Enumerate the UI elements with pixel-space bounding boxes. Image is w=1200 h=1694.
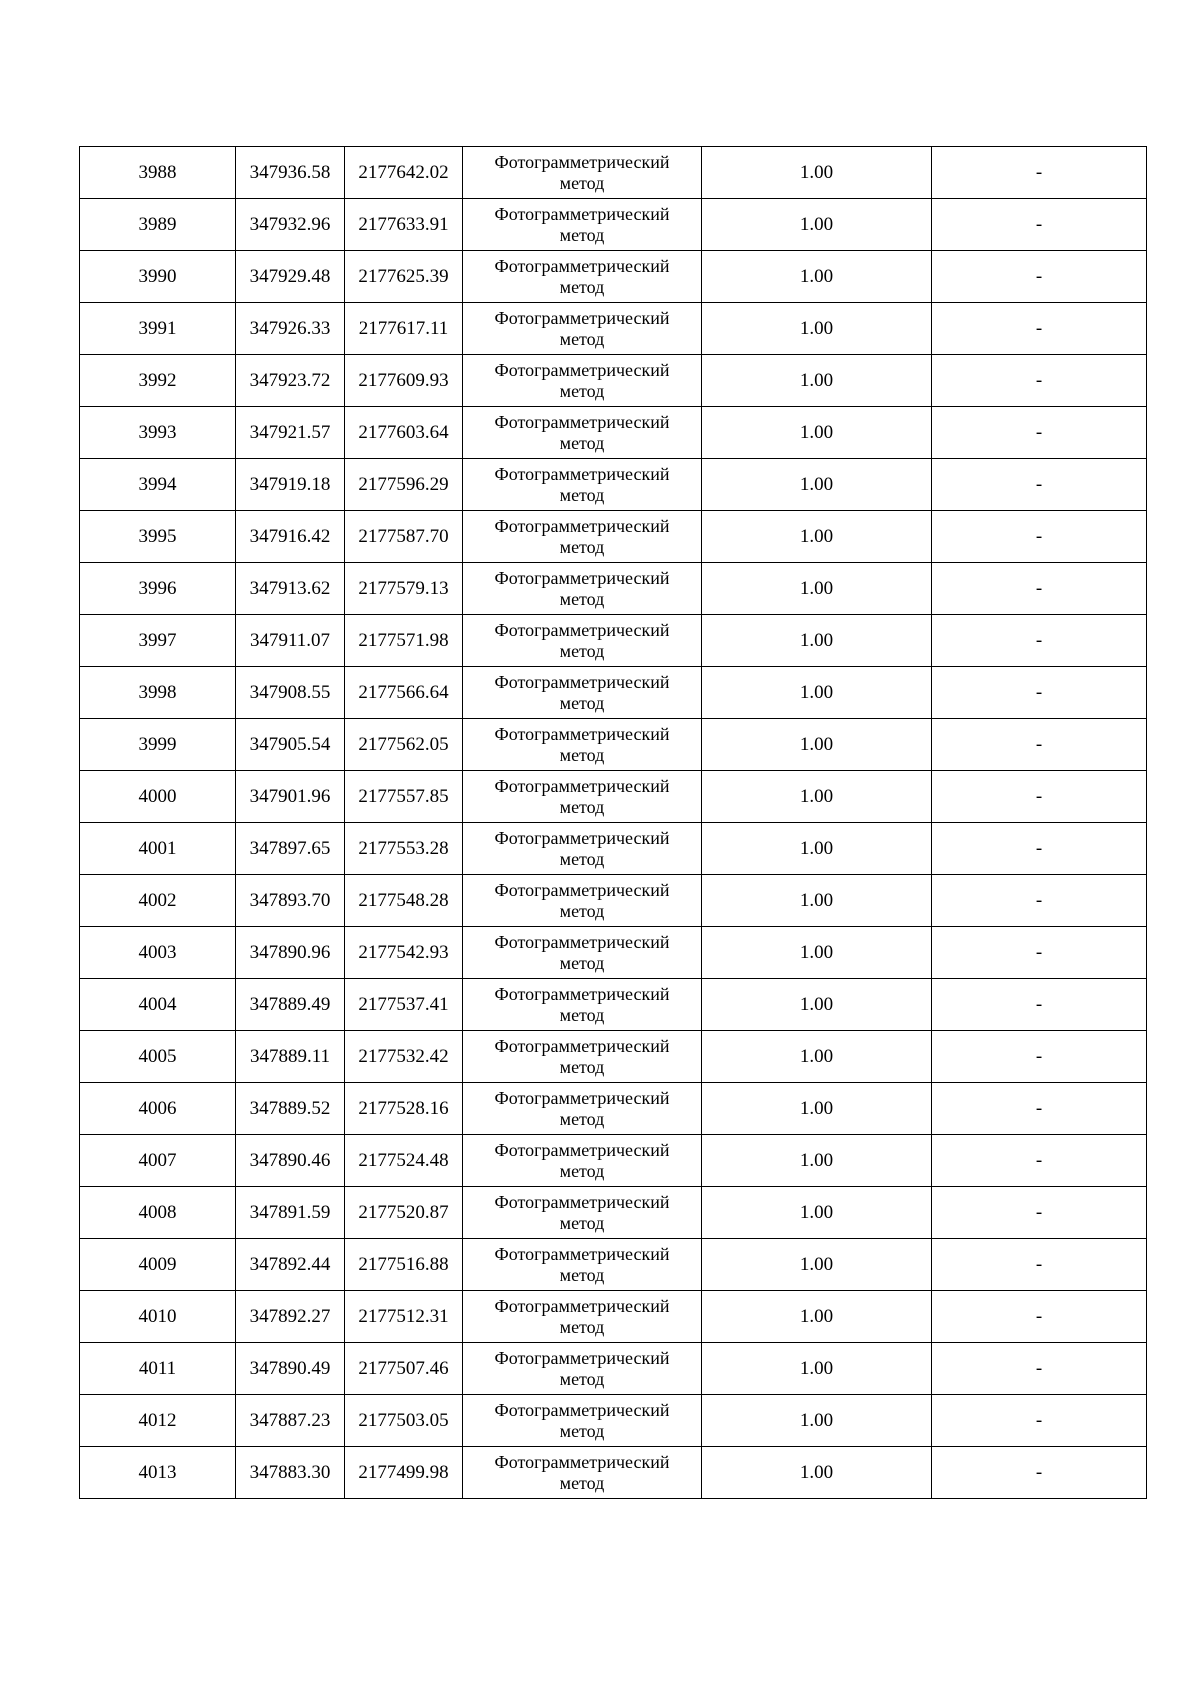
method-cell [463, 1187, 702, 1239]
method-cell [463, 1135, 702, 1187]
note-cell: - [932, 511, 1147, 563]
method-cell [463, 1343, 702, 1395]
method-cell [463, 251, 702, 303]
method-text-line-1: Фотограмметрический [494, 515, 670, 536]
y-coordinate-cell: 2177553.28 [345, 823, 463, 875]
point-number-cell: 3997 [80, 615, 236, 667]
method-text-line-2: метод [559, 848, 605, 869]
method-text-line-2: метод [559, 1420, 605, 1441]
note-cell: - [932, 927, 1147, 979]
method-cell [463, 875, 702, 927]
table-row [80, 407, 1147, 459]
accuracy-cell: 1.00 [702, 927, 932, 979]
note-cell: - [932, 823, 1147, 875]
y-coordinate-cell: 2177524.48 [345, 1135, 463, 1187]
point-number-cell: 3992 [80, 355, 236, 407]
point-number-cell: 4002 [80, 875, 236, 927]
x-coordinate-cell: 347936.58 [236, 147, 345, 199]
accuracy-cell: 1.00 [702, 199, 932, 251]
point-number-cell: 4003 [80, 927, 236, 979]
point-number-cell: 3996 [80, 563, 236, 615]
coordinates-table [79, 146, 1147, 1499]
accuracy-cell: 1.00 [702, 1083, 932, 1135]
note-cell: - [932, 1395, 1147, 1447]
table-row [80, 199, 1147, 251]
table-row [80, 303, 1147, 355]
method-text-line-2: метод [559, 380, 605, 401]
method-text-line-1: Фотограмметрический [494, 1295, 670, 1316]
method-text-line-2: метод [559, 1056, 605, 1077]
y-coordinate-cell: 2177571.98 [345, 615, 463, 667]
note-cell: - [932, 147, 1147, 199]
x-coordinate-cell: 347923.72 [236, 355, 345, 407]
point-number-cell: 4009 [80, 1239, 236, 1291]
method-text-line-2: метод [559, 172, 605, 193]
table-row [80, 563, 1147, 615]
y-coordinate-cell: 2177516.88 [345, 1239, 463, 1291]
point-number-cell: 4007 [80, 1135, 236, 1187]
method-text-line-1: Фотограмметрический [494, 255, 670, 276]
x-coordinate-cell: 347919.18 [236, 459, 345, 511]
y-coordinate-cell: 2177503.05 [345, 1395, 463, 1447]
method-cell [463, 615, 702, 667]
y-coordinate-cell: 2177579.13 [345, 563, 463, 615]
y-coordinate-cell: 2177542.93 [345, 927, 463, 979]
accuracy-cell: 1.00 [702, 407, 932, 459]
method-cell [463, 407, 702, 459]
accuracy-cell: 1.00 [702, 979, 932, 1031]
x-coordinate-cell: 347916.42 [236, 511, 345, 563]
y-coordinate-cell: 2177537.41 [345, 979, 463, 1031]
accuracy-cell: 1.00 [702, 1447, 932, 1499]
method-text-line-2: метод [559, 640, 605, 661]
method-text-line-1: Фотограмметрический [494, 931, 670, 952]
point-number-cell: 4011 [80, 1343, 236, 1395]
x-coordinate-cell: 347921.57 [236, 407, 345, 459]
y-coordinate-cell: 2177587.70 [345, 511, 463, 563]
method-text-line-1: Фотограмметрический [494, 1087, 670, 1108]
note-cell: - [932, 1343, 1147, 1395]
table-row [80, 823, 1147, 875]
accuracy-cell: 1.00 [702, 563, 932, 615]
x-coordinate-cell: 347883.30 [236, 1447, 345, 1499]
method-text-line-2: метод [559, 328, 605, 349]
point-number-cell: 3990 [80, 251, 236, 303]
note-cell: - [932, 719, 1147, 771]
method-text-line-1: Фотограмметрический [494, 151, 670, 172]
method-text-line-1: Фотограмметрический [494, 671, 670, 692]
method-text-line-2: метод [559, 1472, 605, 1493]
y-coordinate-cell: 2177625.39 [345, 251, 463, 303]
y-coordinate-cell: 2177532.42 [345, 1031, 463, 1083]
y-coordinate-cell: 2177520.87 [345, 1187, 463, 1239]
method-cell [463, 1395, 702, 1447]
method-cell [463, 199, 702, 251]
method-text-line-1: Фотограмметрический [494, 203, 670, 224]
method-cell [463, 719, 702, 771]
x-coordinate-cell: 347889.11 [236, 1031, 345, 1083]
x-coordinate-cell: 347929.48 [236, 251, 345, 303]
method-cell [463, 1447, 702, 1499]
table-row [80, 511, 1147, 563]
method-text-line-2: метод [559, 1368, 605, 1389]
method-text-line-1: Фотограмметрический [494, 1243, 670, 1264]
note-cell: - [932, 199, 1147, 251]
method-text-line-2: метод [559, 224, 605, 245]
point-number-cell: 4013 [80, 1447, 236, 1499]
y-coordinate-cell: 2177512.31 [345, 1291, 463, 1343]
x-coordinate-cell: 347891.59 [236, 1187, 345, 1239]
accuracy-cell: 1.00 [702, 1343, 932, 1395]
method-cell [463, 303, 702, 355]
note-cell: - [932, 1187, 1147, 1239]
y-coordinate-cell: 2177557.85 [345, 771, 463, 823]
method-cell [463, 563, 702, 615]
note-cell: - [932, 459, 1147, 511]
method-text-line-1: Фотограмметрический [494, 1451, 670, 1472]
table-row [80, 251, 1147, 303]
method-cell [463, 1031, 702, 1083]
point-number-cell: 4012 [80, 1395, 236, 1447]
method-text-line-1: Фотограмметрический [494, 411, 670, 432]
method-text-line-1: Фотограмметрический [494, 463, 670, 484]
point-number-cell: 3988 [80, 147, 236, 199]
coordinates-table-body [80, 147, 1147, 1499]
point-number-cell: 3999 [80, 719, 236, 771]
table-row [80, 147, 1147, 199]
note-cell: - [932, 1291, 1147, 1343]
x-coordinate-cell: 347889.49 [236, 979, 345, 1031]
accuracy-cell: 1.00 [702, 459, 932, 511]
note-cell: - [932, 1447, 1147, 1499]
note-cell: - [932, 563, 1147, 615]
method-text-line-2: метод [559, 1264, 605, 1285]
x-coordinate-cell: 347890.46 [236, 1135, 345, 1187]
method-text-line-2: метод [559, 796, 605, 817]
method-text-line-1: Фотограмметрический [494, 1035, 670, 1056]
accuracy-cell: 1.00 [702, 719, 932, 771]
method-cell [463, 1291, 702, 1343]
method-cell [463, 667, 702, 719]
point-number-cell: 4001 [80, 823, 236, 875]
y-coordinate-cell: 2177562.05 [345, 719, 463, 771]
accuracy-cell: 1.00 [702, 1395, 932, 1447]
method-text-line-1: Фотограмметрический [494, 619, 670, 640]
method-text-line-1: Фотограмметрический [494, 775, 670, 796]
table-row [80, 1291, 1147, 1343]
accuracy-cell: 1.00 [702, 771, 932, 823]
accuracy-cell: 1.00 [702, 1187, 932, 1239]
method-text-line-1: Фотограмметрический [494, 307, 670, 328]
method-text-line-2: метод [559, 432, 605, 453]
y-coordinate-cell: 2177507.46 [345, 1343, 463, 1395]
method-text-line-2: метод [559, 952, 605, 973]
method-text-line-2: метод [559, 588, 605, 609]
note-cell: - [932, 979, 1147, 1031]
y-coordinate-cell: 2177617.11 [345, 303, 463, 355]
method-text-line-1: Фотограмметрический [494, 1139, 670, 1160]
point-number-cell: 4005 [80, 1031, 236, 1083]
note-cell: - [932, 1239, 1147, 1291]
note-cell: - [932, 1083, 1147, 1135]
table-row [80, 719, 1147, 771]
method-text-line-2: метод [559, 1316, 605, 1337]
table-row [80, 1083, 1147, 1135]
method-text-line-2: метод [559, 692, 605, 713]
method-cell [463, 511, 702, 563]
method-text-line-1: Фотограмметрический [494, 1347, 670, 1368]
accuracy-cell: 1.00 [702, 147, 932, 199]
x-coordinate-cell: 347897.65 [236, 823, 345, 875]
accuracy-cell: 1.00 [702, 1135, 932, 1187]
accuracy-cell: 1.00 [702, 1291, 932, 1343]
table-row [80, 1239, 1147, 1291]
method-cell [463, 823, 702, 875]
point-number-cell: 4010 [80, 1291, 236, 1343]
accuracy-cell: 1.00 [702, 355, 932, 407]
method-text-line-2: метод [559, 1004, 605, 1025]
method-text-line-1: Фотограмметрический [494, 1399, 670, 1420]
method-text-line-2: метод [559, 536, 605, 557]
x-coordinate-cell: 347905.54 [236, 719, 345, 771]
note-cell: - [932, 303, 1147, 355]
accuracy-cell: 1.00 [702, 667, 932, 719]
y-coordinate-cell: 2177499.98 [345, 1447, 463, 1499]
method-text-line-2: метод [559, 1160, 605, 1181]
method-text-line-1: Фотограмметрический [494, 879, 670, 900]
note-cell: - [932, 407, 1147, 459]
method-text-line-1: Фотограмметрический [494, 359, 670, 380]
method-text-line-2: метод [559, 276, 605, 297]
method-text-line-2: метод [559, 484, 605, 505]
accuracy-cell: 1.00 [702, 1031, 932, 1083]
method-text-line-2: метод [559, 1212, 605, 1233]
note-cell: - [932, 251, 1147, 303]
y-coordinate-cell: 2177566.64 [345, 667, 463, 719]
point-number-cell: 3998 [80, 667, 236, 719]
point-number-cell: 3994 [80, 459, 236, 511]
x-coordinate-cell: 347892.44 [236, 1239, 345, 1291]
method-text-line-1: Фотограмметрический [494, 827, 670, 848]
method-cell [463, 1239, 702, 1291]
table-row [80, 927, 1147, 979]
note-cell: - [932, 355, 1147, 407]
accuracy-cell: 1.00 [702, 251, 932, 303]
accuracy-cell: 1.00 [702, 823, 932, 875]
point-number-cell: 4008 [80, 1187, 236, 1239]
x-coordinate-cell: 347913.62 [236, 563, 345, 615]
accuracy-cell: 1.00 [702, 615, 932, 667]
x-coordinate-cell: 347926.33 [236, 303, 345, 355]
x-coordinate-cell: 347892.27 [236, 1291, 345, 1343]
method-cell [463, 771, 702, 823]
table-row [80, 979, 1147, 1031]
method-text-line-1: Фотограмметрический [494, 983, 670, 1004]
method-cell [463, 147, 702, 199]
method-cell [463, 979, 702, 1031]
point-number-cell: 3993 [80, 407, 236, 459]
method-text-line-1: Фотограмметрический [494, 1191, 670, 1212]
y-coordinate-cell: 2177603.64 [345, 407, 463, 459]
x-coordinate-cell: 347893.70 [236, 875, 345, 927]
note-cell: - [932, 875, 1147, 927]
x-coordinate-cell: 347887.23 [236, 1395, 345, 1447]
table-row [80, 355, 1147, 407]
point-number-cell: 3991 [80, 303, 236, 355]
note-cell: - [932, 667, 1147, 719]
x-coordinate-cell: 347911.07 [236, 615, 345, 667]
method-cell [463, 1083, 702, 1135]
y-coordinate-cell: 2177596.29 [345, 459, 463, 511]
point-number-cell: 3989 [80, 199, 236, 251]
note-cell: - [932, 615, 1147, 667]
table-row [80, 771, 1147, 823]
method-text-line-2: метод [559, 744, 605, 765]
table-row [80, 1187, 1147, 1239]
y-coordinate-cell: 2177609.93 [345, 355, 463, 407]
y-coordinate-cell: 2177642.02 [345, 147, 463, 199]
method-text-line-2: метод [559, 900, 605, 921]
table-row [80, 1135, 1147, 1187]
x-coordinate-cell: 347890.96 [236, 927, 345, 979]
x-coordinate-cell: 347889.52 [236, 1083, 345, 1135]
method-cell [463, 355, 702, 407]
method-text-line-2: метод [559, 1108, 605, 1129]
x-coordinate-cell: 347908.55 [236, 667, 345, 719]
note-cell: - [932, 1135, 1147, 1187]
table-row [80, 1031, 1147, 1083]
table-row [80, 1343, 1147, 1395]
x-coordinate-cell: 347901.96 [236, 771, 345, 823]
y-coordinate-cell: 2177528.16 [345, 1083, 463, 1135]
accuracy-cell: 1.00 [702, 303, 932, 355]
accuracy-cell: 1.00 [702, 511, 932, 563]
method-text-line-1: Фотограмметрический [494, 723, 670, 744]
table-row [80, 875, 1147, 927]
point-number-cell: 3995 [80, 511, 236, 563]
method-text-line-1: Фотограмметрический [494, 567, 670, 588]
y-coordinate-cell: 2177548.28 [345, 875, 463, 927]
method-cell [463, 459, 702, 511]
accuracy-cell: 1.00 [702, 875, 932, 927]
table-row [80, 615, 1147, 667]
point-number-cell: 4006 [80, 1083, 236, 1135]
accuracy-cell: 1.00 [702, 1239, 932, 1291]
y-coordinate-cell: 2177633.91 [345, 199, 463, 251]
x-coordinate-cell: 347932.96 [236, 199, 345, 251]
method-cell [463, 927, 702, 979]
table-row [80, 1447, 1147, 1499]
table-row [80, 1395, 1147, 1447]
table-row [80, 667, 1147, 719]
note-cell: - [932, 1031, 1147, 1083]
x-coordinate-cell: 347890.49 [236, 1343, 345, 1395]
note-cell: - [932, 771, 1147, 823]
table-row [80, 459, 1147, 511]
point-number-cell: 4004 [80, 979, 236, 1031]
point-number-cell: 4000 [80, 771, 236, 823]
